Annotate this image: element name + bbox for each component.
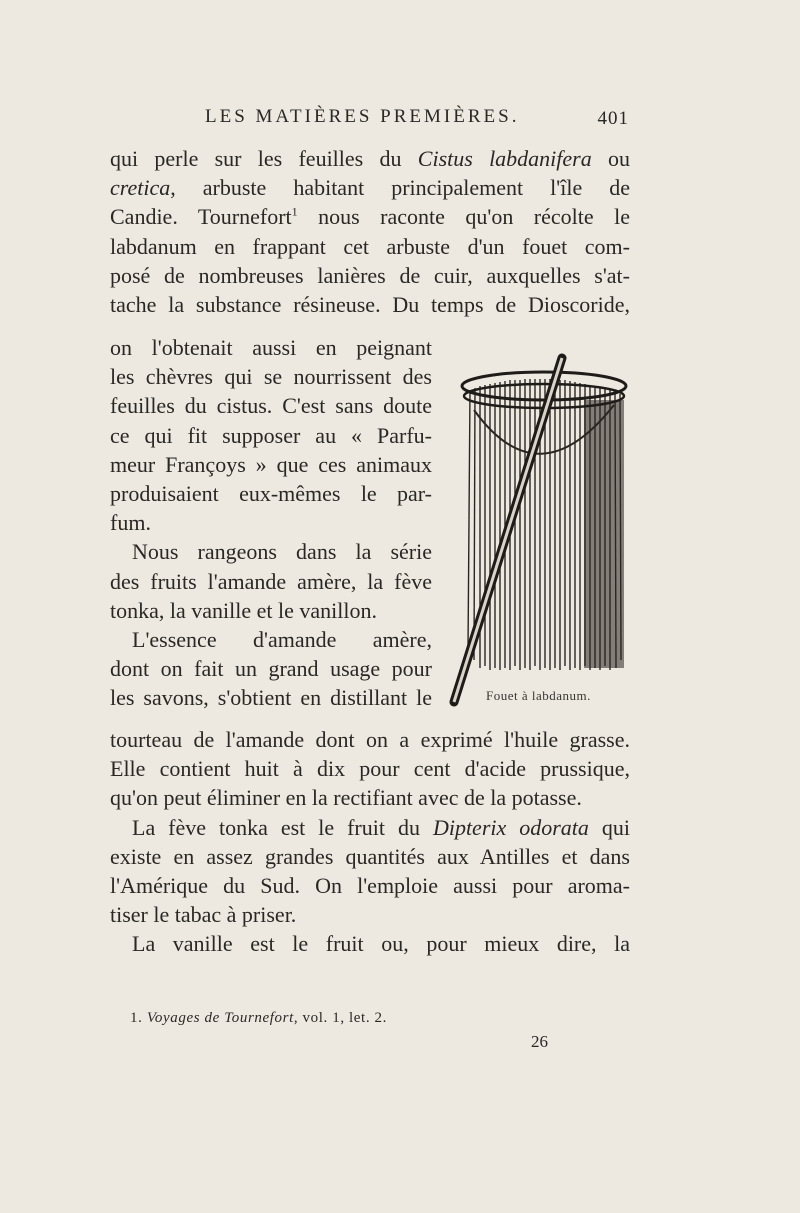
text-line: Elle contient huit à dix pour cent d'acide prussique, (110, 756, 630, 782)
text-line: Nous rangeons dans la série (132, 539, 432, 565)
text-line: posé de nombreuses lanières de cuir, auxquelles s'at- (110, 262, 630, 288)
text-line: l'Amérique du Sud. On l'emploie aussi pour aroma- (110, 873, 630, 899)
page-number: 401 (597, 108, 629, 129)
text-line: meur Françoys » que ces animaux (110, 451, 432, 477)
text-line: tiser le tabac à priser. (110, 902, 297, 928)
footnote-number: 1. (130, 1010, 143, 1026)
footnote-text: , vol. 1, let. 2. (293, 1010, 387, 1026)
text-line: des fruits l'amande amère, la fève (110, 568, 432, 594)
text-line: qu'on peut éliminer en la rectifiant avec de la potasse. (110, 785, 582, 811)
text-line: L'essence d'amande amère, (132, 627, 432, 653)
paragraph-1-cont (110, 333, 432, 713)
strand-shading (584, 400, 624, 668)
text-line: les chèvres qui se nourrissent des (110, 364, 432, 390)
footnote-ref: 1 (291, 205, 298, 220)
text-line: La vanille est le fruit ou, pour mieux dire, la (132, 931, 630, 957)
text-line: tonka, la vanille et le vanillon. (110, 597, 377, 623)
text-line: existe en assez grandes quantités aux Antilles et dans (110, 843, 630, 869)
text-line: La fève tonka est le fruit du Dipterix odorata qui (132, 814, 631, 840)
footnote (130, 1010, 387, 1027)
text-line: produisaient eux-mêmes le par- (110, 481, 432, 507)
text-line: Candie. Tournefort$^1$ nous raconte qu'on récolte le (110, 204, 630, 230)
text-line: fum. (110, 510, 151, 536)
paragraph-1 (110, 144, 630, 319)
signature-mark: 26 (531, 1032, 548, 1051)
text-line: dont on fait un grand usage pour (110, 656, 432, 682)
text-line: cretica, arbuste habitant principalement l'île de (110, 175, 630, 201)
running-title: LES MATIÈRES PREMIÈRES. (205, 106, 520, 127)
whip-ring (462, 372, 626, 400)
labdanum-whip-illustration (444, 350, 634, 710)
text-line: les savons, s'obtient en distillant le (110, 685, 432, 711)
text-line: qui perle sur les feuilles du Cistus labdanifera ou (110, 146, 631, 171)
text-line: tache la substance résineuse. Du temps de Dioscoride, (110, 292, 630, 318)
text-line: ce qui fit supposer au « Parfu- (110, 422, 432, 448)
text-line: on l'obtenait aussi en peignant (110, 335, 432, 360)
figure-caption: Fouet à labdanum. (486, 688, 591, 703)
running-header (205, 106, 629, 129)
paragraph-3-cont (110, 725, 630, 959)
text-line: labdanum en frappant cet arbuste d'un fouet com- (110, 233, 630, 259)
text-line: feuilles du cistus. C'est sans doute (110, 393, 432, 419)
text-line: tourteau de l'amande dont on a exprimé l'huile grasse. (110, 727, 630, 752)
footnote-title: Voyages de Tournefort (146, 1010, 294, 1026)
